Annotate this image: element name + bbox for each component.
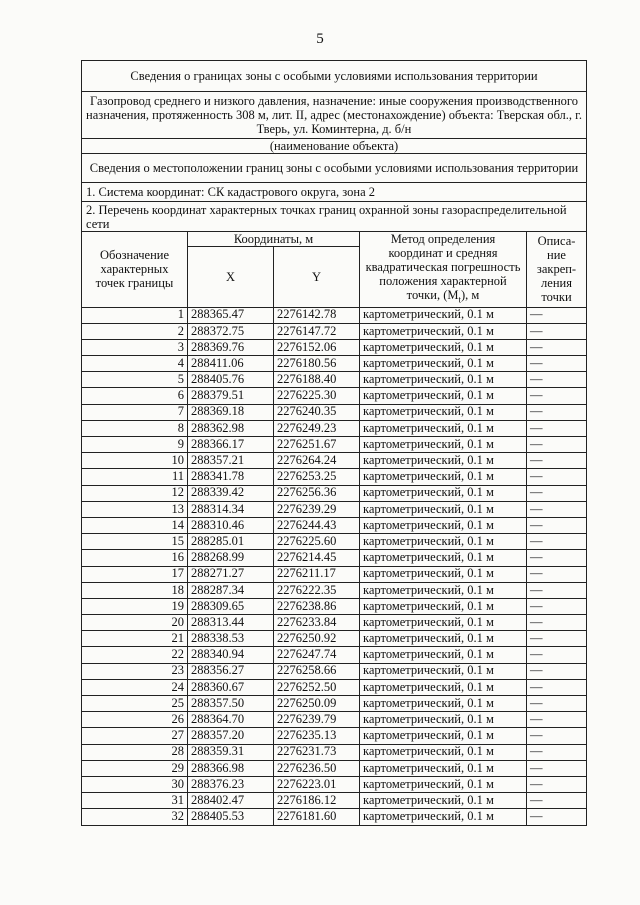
y-coordinate-cell: 2276239.79 bbox=[274, 712, 360, 728]
coord-system: 1. Система координат: СК кадастрового округа, зона 2 bbox=[82, 183, 587, 202]
point-number-cell: 8 bbox=[82, 420, 188, 436]
description-cell: — bbox=[527, 809, 587, 825]
section-title: Сведения о границах зоны с особыми условиями использования территории bbox=[82, 61, 587, 92]
y-coordinate-cell: 2276240.35 bbox=[274, 404, 360, 420]
x-coordinate-cell: 288313.44 bbox=[188, 615, 274, 631]
description-cell: — bbox=[527, 469, 587, 485]
method-cell: картометрический, 0.1 м bbox=[360, 453, 527, 469]
table-row bbox=[82, 356, 587, 372]
method-cell: картометрический, 0.1 м bbox=[360, 404, 527, 420]
x-coordinate-cell: 288411.06 bbox=[188, 356, 274, 372]
column-method-header bbox=[360, 232, 527, 308]
table-row bbox=[82, 437, 587, 453]
y-coordinate-cell: 2276225.60 bbox=[274, 534, 360, 550]
point-number-cell: 4 bbox=[82, 356, 188, 372]
y-coordinate-cell: 2276250.09 bbox=[274, 696, 360, 712]
description-cell: — bbox=[527, 615, 587, 631]
x-coordinate-cell: 288356.27 bbox=[188, 663, 274, 679]
description-cell: — bbox=[527, 437, 587, 453]
method-header-subscript: t bbox=[458, 294, 461, 305]
method-cell: картометрический, 0.1 м bbox=[360, 793, 527, 809]
method-cell: картометрический, 0.1 м bbox=[360, 679, 527, 695]
description-cell: — bbox=[527, 712, 587, 728]
method-cell: картометрический, 0.1 м bbox=[360, 696, 527, 712]
point-number-cell: 16 bbox=[82, 550, 188, 566]
method-cell: картометрический, 0.1 м bbox=[360, 550, 527, 566]
method-cell: картометрический, 0.1 м bbox=[360, 728, 527, 744]
y-coordinate-cell: 2276247.74 bbox=[274, 647, 360, 663]
table-row bbox=[82, 744, 587, 760]
y-coordinate-cell: 2276258.66 bbox=[274, 663, 360, 679]
point-number-cell: 23 bbox=[82, 663, 188, 679]
description-cell: — bbox=[527, 582, 587, 598]
table-row bbox=[82, 550, 587, 566]
x-coordinate-cell: 288341.78 bbox=[188, 469, 274, 485]
table-row bbox=[82, 517, 587, 533]
y-coordinate-cell: 2276238.86 bbox=[274, 598, 360, 614]
x-coordinate-cell: 288357.21 bbox=[188, 453, 274, 469]
x-coordinate-cell: 288340.94 bbox=[188, 647, 274, 663]
method-cell: картометрический, 0.1 м bbox=[360, 534, 527, 550]
description-cell: — bbox=[527, 663, 587, 679]
method-cell: картометрический, 0.1 м bbox=[360, 501, 527, 517]
method-cell: картометрический, 0.1 м bbox=[360, 712, 527, 728]
boundary-coordinates-table bbox=[81, 60, 587, 826]
description-cell: — bbox=[527, 744, 587, 760]
method-cell: картометрический, 0.1 м bbox=[360, 388, 527, 404]
description-cell: — bbox=[527, 534, 587, 550]
x-coordinate-cell: 288402.47 bbox=[188, 793, 274, 809]
method-cell: картометрический, 0.1 м bbox=[360, 598, 527, 614]
y-coordinate-cell: 2276147.72 bbox=[274, 323, 360, 339]
point-number-cell: 18 bbox=[82, 582, 188, 598]
table-row bbox=[82, 372, 587, 388]
method-cell: картометрический, 0.1 м bbox=[360, 339, 527, 355]
point-number-cell: 30 bbox=[82, 776, 188, 792]
method-cell: картометрический, 0.1 м bbox=[360, 760, 527, 776]
x-coordinate-cell: 288271.27 bbox=[188, 566, 274, 582]
point-number-cell: 3 bbox=[82, 339, 188, 355]
table-row bbox=[82, 712, 587, 728]
y-coordinate-cell: 2276214.45 bbox=[274, 550, 360, 566]
y-coordinate-cell: 2276252.50 bbox=[274, 679, 360, 695]
method-header-text: Метод определения координат и средняя квадратическая погрешность положения характерной точки, (M bbox=[365, 232, 521, 302]
point-number-cell: 12 bbox=[82, 485, 188, 501]
point-number-cell: 17 bbox=[82, 566, 188, 582]
y-coordinate-cell: 2276211.17 bbox=[274, 566, 360, 582]
method-cell: картометрический, 0.1 м bbox=[360, 307, 527, 323]
y-coordinate-cell: 2276225.30 bbox=[274, 388, 360, 404]
y-coordinate-cell: 2276250.92 bbox=[274, 631, 360, 647]
method-cell: картометрический, 0.1 м bbox=[360, 582, 527, 598]
description-cell: — bbox=[527, 388, 587, 404]
description-cell: — bbox=[527, 760, 587, 776]
x-coordinate-cell: 288268.99 bbox=[188, 550, 274, 566]
point-number-cell: 29 bbox=[82, 760, 188, 776]
point-number-cell: 25 bbox=[82, 696, 188, 712]
table-row bbox=[82, 404, 587, 420]
table-row bbox=[82, 776, 587, 792]
point-number-cell: 2 bbox=[82, 323, 188, 339]
page-number: 5 bbox=[316, 31, 324, 47]
x-coordinate-cell: 288369.76 bbox=[188, 339, 274, 355]
location-title: Сведения о местоположении границ зоны с особыми условиями использования территории bbox=[82, 154, 587, 183]
x-coordinate-cell: 288364.70 bbox=[188, 712, 274, 728]
description-cell: — bbox=[527, 453, 587, 469]
column-x-header: X bbox=[188, 247, 274, 307]
y-coordinate-cell: 2276181.60 bbox=[274, 809, 360, 825]
point-number-cell: 9 bbox=[82, 437, 188, 453]
object-caption: (наименование объекта) bbox=[82, 139, 587, 154]
x-coordinate-cell: 288366.17 bbox=[188, 437, 274, 453]
y-coordinate-cell: 2276251.67 bbox=[274, 437, 360, 453]
point-number-cell: 22 bbox=[82, 647, 188, 663]
x-coordinate-cell: 288357.20 bbox=[188, 728, 274, 744]
point-number-cell: 6 bbox=[82, 388, 188, 404]
table-row bbox=[82, 323, 587, 339]
table-row bbox=[82, 793, 587, 809]
y-coordinate-cell: 2276253.25 bbox=[274, 469, 360, 485]
table-row bbox=[82, 501, 587, 517]
description-cell: — bbox=[527, 501, 587, 517]
table-row bbox=[82, 728, 587, 744]
point-number-cell: 21 bbox=[82, 631, 188, 647]
x-coordinate-cell: 288405.53 bbox=[188, 809, 274, 825]
coord-list-title: 2. Перечень координат характерных точках границ охранной зоны газораспределительной сети bbox=[82, 202, 587, 232]
table-row bbox=[82, 760, 587, 776]
y-coordinate-cell: 2276233.84 bbox=[274, 615, 360, 631]
x-coordinate-cell: 288405.76 bbox=[188, 372, 274, 388]
x-coordinate-cell: 288338.53 bbox=[188, 631, 274, 647]
method-cell: картометрический, 0.1 м bbox=[360, 809, 527, 825]
y-coordinate-cell: 2276231.73 bbox=[274, 744, 360, 760]
y-coordinate-cell: 2276256.36 bbox=[274, 485, 360, 501]
table-row bbox=[82, 566, 587, 582]
table-row bbox=[82, 679, 587, 695]
x-coordinate-cell: 288339.42 bbox=[188, 485, 274, 501]
x-coordinate-cell: 288287.34 bbox=[188, 582, 274, 598]
x-coordinate-cell: 288365.47 bbox=[188, 307, 274, 323]
method-cell: картометрический, 0.1 м bbox=[360, 776, 527, 792]
method-cell: картометрический, 0.1 м bbox=[360, 615, 527, 631]
y-coordinate-cell: 2276186.12 bbox=[274, 793, 360, 809]
x-coordinate-cell: 288362.98 bbox=[188, 420, 274, 436]
table-row bbox=[82, 534, 587, 550]
y-coordinate-cell: 2276152.06 bbox=[274, 339, 360, 355]
point-number-cell: 26 bbox=[82, 712, 188, 728]
x-coordinate-cell: 288359.31 bbox=[188, 744, 274, 760]
column-coords-header: Координаты, м bbox=[188, 232, 360, 247]
description-cell: — bbox=[527, 728, 587, 744]
x-coordinate-cell: 288285.01 bbox=[188, 534, 274, 550]
method-cell: картометрический, 0.1 м bbox=[360, 663, 527, 679]
y-coordinate-cell: 2276264.24 bbox=[274, 453, 360, 469]
method-header-tail: ), м bbox=[461, 288, 480, 302]
description-cell: — bbox=[527, 631, 587, 647]
method-cell: картометрический, 0.1 м bbox=[360, 566, 527, 582]
point-number-cell: 32 bbox=[82, 809, 188, 825]
description-cell: — bbox=[527, 679, 587, 695]
x-coordinate-cell: 288376.23 bbox=[188, 776, 274, 792]
point-number-cell: 7 bbox=[82, 404, 188, 420]
method-cell: картометрический, 0.1 м bbox=[360, 647, 527, 663]
table-row bbox=[82, 388, 587, 404]
table-row bbox=[82, 631, 587, 647]
description-cell: — bbox=[527, 598, 587, 614]
column-y-header: Y bbox=[274, 247, 360, 307]
point-number-cell: 19 bbox=[82, 598, 188, 614]
table-row bbox=[82, 339, 587, 355]
table-row bbox=[82, 453, 587, 469]
point-number-cell: 13 bbox=[82, 501, 188, 517]
x-coordinate-cell: 288314.34 bbox=[188, 501, 274, 517]
x-coordinate-cell: 288372.75 bbox=[188, 323, 274, 339]
object-description: Газопровод среднего и низкого давления, назначение: иные сооружения производственного назначения, протяженность 308 м, лит. II, адрес (местонахождение) объекта: Тверская обл., г. Тверь, ул. Коминтерна, д. б/н bbox=[82, 92, 587, 139]
point-number-cell: 11 bbox=[82, 469, 188, 485]
point-number-cell: 24 bbox=[82, 679, 188, 695]
y-coordinate-cell: 2276222.35 bbox=[274, 582, 360, 598]
description-cell: — bbox=[527, 696, 587, 712]
point-number-cell: 1 bbox=[82, 307, 188, 323]
y-coordinate-cell: 2276249.23 bbox=[274, 420, 360, 436]
point-number-cell: 14 bbox=[82, 517, 188, 533]
description-cell: — bbox=[527, 793, 587, 809]
y-coordinate-cell: 2276244.43 bbox=[274, 517, 360, 533]
table-row bbox=[82, 615, 587, 631]
method-cell: картометрический, 0.1 м bbox=[360, 517, 527, 533]
point-number-cell: 31 bbox=[82, 793, 188, 809]
table-row bbox=[82, 809, 587, 825]
description-cell: — bbox=[527, 647, 587, 663]
table-row bbox=[82, 647, 587, 663]
point-number-cell: 5 bbox=[82, 372, 188, 388]
description-cell: — bbox=[527, 517, 587, 533]
table-row bbox=[82, 485, 587, 501]
method-cell: картометрический, 0.1 м bbox=[360, 631, 527, 647]
x-coordinate-cell: 288309.65 bbox=[188, 598, 274, 614]
y-coordinate-cell: 2276239.29 bbox=[274, 501, 360, 517]
point-number-cell: 15 bbox=[82, 534, 188, 550]
table-row bbox=[82, 582, 587, 598]
description-cell: — bbox=[527, 776, 587, 792]
description-cell: — bbox=[527, 485, 587, 501]
x-coordinate-cell: 288366.98 bbox=[188, 760, 274, 776]
method-cell: картометрический, 0.1 м bbox=[360, 485, 527, 501]
method-cell: картометрический, 0.1 м bbox=[360, 437, 527, 453]
y-coordinate-cell: 2276235.13 bbox=[274, 728, 360, 744]
y-coordinate-cell: 2276223.01 bbox=[274, 776, 360, 792]
description-cell: — bbox=[527, 404, 587, 420]
point-number-cell: 27 bbox=[82, 728, 188, 744]
table-row bbox=[82, 598, 587, 614]
method-cell: картометрический, 0.1 м bbox=[360, 469, 527, 485]
point-number-cell: 28 bbox=[82, 744, 188, 760]
description-cell: — bbox=[527, 339, 587, 355]
description-cell: — bbox=[527, 356, 587, 372]
method-cell: картометрический, 0.1 м bbox=[360, 372, 527, 388]
x-coordinate-cell: 288379.51 bbox=[188, 388, 274, 404]
method-cell: картометрический, 0.1 м bbox=[360, 323, 527, 339]
coordinate-rows bbox=[82, 307, 587, 825]
x-coordinate-cell: 288360.67 bbox=[188, 679, 274, 695]
point-number-cell: 20 bbox=[82, 615, 188, 631]
table-row bbox=[82, 469, 587, 485]
description-cell: — bbox=[527, 307, 587, 323]
y-coordinate-cell: 2276180.56 bbox=[274, 356, 360, 372]
method-cell: картометрический, 0.1 м bbox=[360, 356, 527, 372]
table-row bbox=[82, 307, 587, 323]
method-cell: картометрический, 0.1 м bbox=[360, 744, 527, 760]
y-coordinate-cell: 2276188.40 bbox=[274, 372, 360, 388]
column-point-header: Обозначение характерных точек границы bbox=[82, 232, 188, 308]
description-cell: — bbox=[527, 566, 587, 582]
point-number-cell: 10 bbox=[82, 453, 188, 469]
x-coordinate-cell: 288357.50 bbox=[188, 696, 274, 712]
y-coordinate-cell: 2276236.50 bbox=[274, 760, 360, 776]
y-coordinate-cell: 2276142.78 bbox=[274, 307, 360, 323]
x-coordinate-cell: 288310.46 bbox=[188, 517, 274, 533]
description-cell: — bbox=[527, 420, 587, 436]
table-row bbox=[82, 696, 587, 712]
column-desc-header: Описа-ние закреп-ления точки bbox=[527, 232, 587, 308]
description-cell: — bbox=[527, 550, 587, 566]
description-cell: — bbox=[527, 372, 587, 388]
table-row bbox=[82, 663, 587, 679]
table-row bbox=[82, 420, 587, 436]
x-coordinate-cell: 288369.18 bbox=[188, 404, 274, 420]
method-cell: картометрический, 0.1 м bbox=[360, 420, 527, 436]
description-cell: — bbox=[527, 323, 587, 339]
